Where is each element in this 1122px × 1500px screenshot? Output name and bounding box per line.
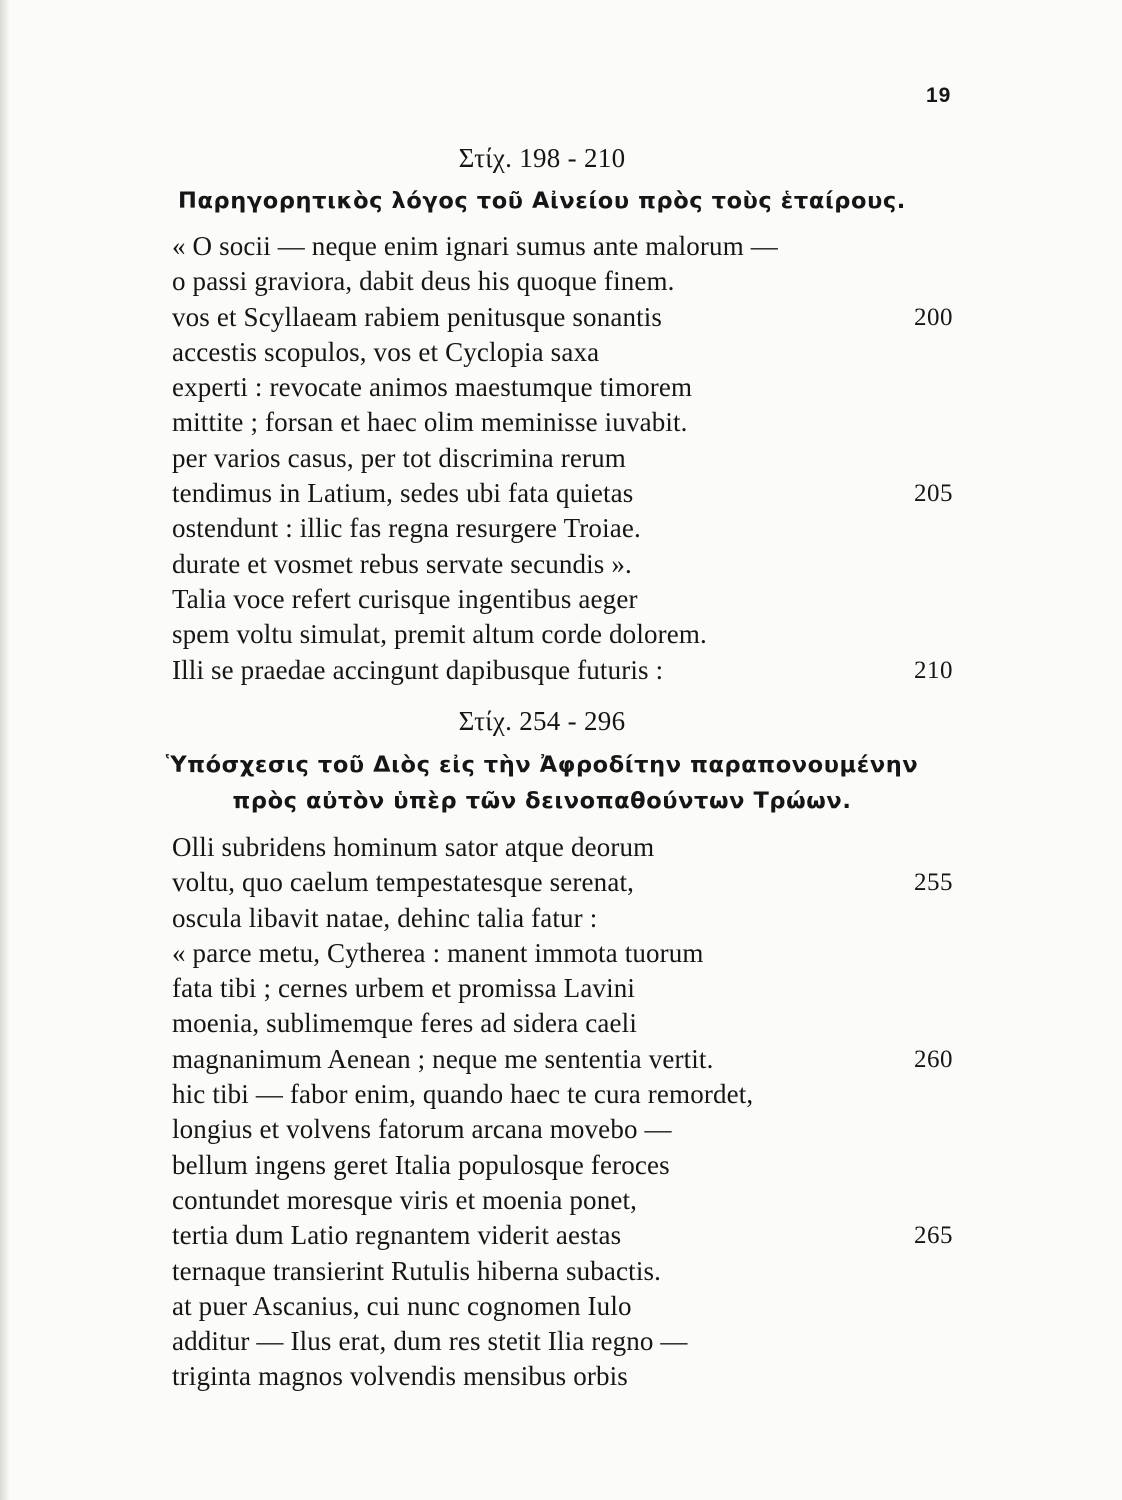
section-2-heading-line-2: πρὸς αὐτὸν ὑπὲρ τῶν δεινοπαθούντων Τρώων. (232, 788, 852, 814)
verse-line (172, 1324, 753, 1359)
section-2-verses (172, 830, 953, 1395)
verse-text: ternaque transierint Rutulis hiberna subactis. (172, 1255, 662, 1286)
verse-text: tendimus in Latium, sedes ubi fata quietas (172, 478, 634, 509)
verse-text: oscula libavit natae, dehinc talia fatur : (172, 902, 598, 933)
verse-line (172, 865, 953, 900)
verse-line (172, 476, 953, 511)
verse-text: bellum ingens geret Italia populosque feroces (172, 1149, 670, 1180)
verse-line (172, 300, 953, 335)
verse-line (172, 229, 778, 264)
verse-text: experti : revocate animos maestumque timorem (172, 372, 693, 403)
section-2-heading-line-1: Ὑπόσχεσις τοῦ Διὸς εἰς τὴν Ἀφροδίτην παραπονουμένην (165, 752, 919, 778)
verse-line (172, 1183, 753, 1218)
verse-text: spem voltu simulat, premit altum corde dolorem. (172, 619, 707, 650)
verse-text: « O socii — neque enim ignari sumus ante malorum — (172, 231, 778, 261)
verse-number: 200 (914, 303, 953, 331)
verse-line (172, 405, 778, 440)
verse-text: vos et Scyllaeam rabiem penitusque sonantis (172, 301, 663, 332)
verse-text: voltu, quo caelum tempestatesque serenat, (172, 867, 634, 898)
verse-line (172, 830, 753, 865)
verse-line (172, 1289, 753, 1324)
verse-text: fata tibi ; cernes urbem et promissa Lavini (172, 973, 636, 1004)
verse-text: triginta magnos volvendis mensibus orbis (172, 1361, 628, 1392)
verse-number: 210 (914, 656, 953, 684)
verse-line (172, 1148, 753, 1183)
verse-line (172, 264, 778, 299)
verse-number: 260 (914, 1045, 953, 1073)
verse-line (172, 936, 753, 971)
verse-line (172, 1077, 753, 1112)
verse-text: hic tibi — fabor enim, quando haec te cura remordet, (172, 1079, 754, 1110)
verse-line (172, 582, 778, 617)
section-1-heading: Παρηγορητικὸς λόγος τοῦ Αἰνείου πρὸς τοὺς ἑταίρους. (178, 188, 906, 214)
verse-text: longius et volvens fatorum arcana movebo — (172, 1114, 672, 1145)
verse-line (172, 370, 778, 405)
verse-text: Olli subridens hominum sator atque deorum (172, 832, 655, 862)
verse-text: at puer Ascanius, cui nunc cognomen Iulo (172, 1290, 632, 1321)
verse-text: « parce metu, Cytherea : manent immota tuorum (172, 937, 704, 968)
verse-text: mittite ; forsan et haec olim meminisse iuvabit. (172, 407, 688, 438)
verse-text: ostendunt : illic fas regna resurgere Troiae. (172, 513, 641, 544)
verse-text: o passi graviora, dabit deus his quoque finem. (172, 266, 675, 297)
verse-line (172, 653, 953, 688)
verse-line (172, 1254, 753, 1289)
verse-text: tertia dum Latio regnantem viderit aestas (172, 1220, 622, 1251)
verse-line (172, 1359, 753, 1394)
section-1-reference: Στίχ. 198 - 210 (458, 143, 626, 173)
verse-number: 205 (914, 480, 953, 508)
section-2-reference: Στίχ. 254 - 296 (458, 706, 626, 736)
verse-line (172, 1006, 753, 1041)
verse-line (172, 511, 778, 546)
verse-text: accestis scopulos, vos et Cyclopia saxa (172, 336, 600, 367)
verse-text: magnanimum Aenean ; neque me sententia vertit. (172, 1043, 714, 1074)
verse-line (172, 1042, 953, 1077)
page-edge-shadow (0, 0, 10, 1500)
verse-line (172, 547, 778, 582)
verse-text: per varios casus, per tot discrimina rerum (172, 442, 626, 473)
verse-text: Talia voce refert curisque ingentibus aeger (172, 583, 638, 614)
verse-line (172, 971, 753, 1006)
verse-text: contundet moresque viris et moenia ponet, (172, 1184, 638, 1215)
verse-line (172, 901, 753, 936)
verse-number: 255 (914, 869, 953, 897)
verse-text: durate et vosmet rebus servate secundis ». (172, 548, 632, 579)
verse-number: 265 (914, 1222, 953, 1250)
section-1-verses (172, 229, 953, 688)
verse-line (172, 617, 778, 652)
verse-text: Illi se praedae accingunt dapibusque futuris : (172, 654, 664, 685)
verse-text: moenia, sublimemque feres ad sidera caeli (172, 1008, 637, 1039)
verse-text: additur — Ilus erat, dum res stetit Ilia regno — (172, 1326, 688, 1357)
verse-line (172, 335, 778, 370)
verse-line (172, 441, 778, 476)
verse-line (172, 1218, 953, 1253)
verse-line (172, 1112, 753, 1147)
page-number: 19 (926, 84, 952, 107)
